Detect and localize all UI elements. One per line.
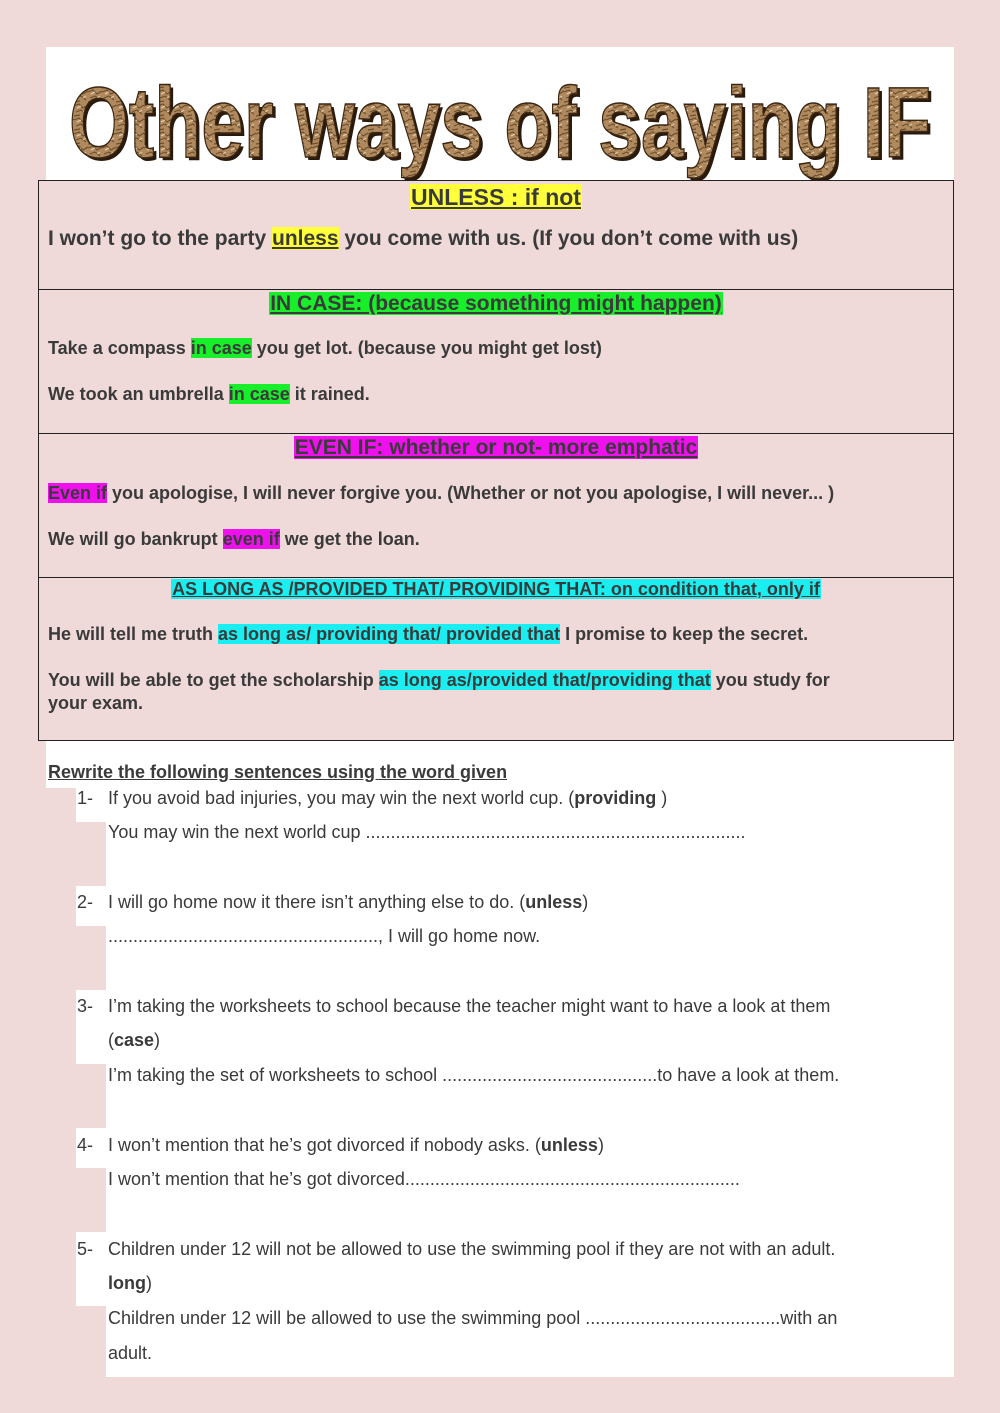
title-banner bbox=[46, 47, 954, 180]
section-even-if bbox=[39, 434, 953, 578]
title-text-shadow: Other ways of saying IF bbox=[72, 70, 934, 180]
section-heading: UNLESS : if not bbox=[411, 184, 581, 210]
margin-strip bbox=[76, 1168, 106, 1232]
answer-line[interactable]: I won’t mention that he’s got divorced................................................................... bbox=[108, 1169, 740, 1189]
example-sentence: We took an umbrella in case it rained. bbox=[48, 384, 370, 404]
item-prompt: I will go home now it there isn’t anything else to do. (unless) bbox=[108, 892, 589, 912]
margin-strip bbox=[76, 926, 106, 990]
example-sentence: Even if you apologise, I will never forgive you. (Whether or not you apologise, I will never... ) bbox=[48, 483, 835, 503]
item-keyword-line: (case) bbox=[108, 1030, 161, 1050]
example-sentence: He will tell me truth as long as/ providing that/ provided that I promise to keep the secret. bbox=[48, 624, 809, 644]
keyword-highlight: even if bbox=[222, 529, 280, 549]
example-sentence: You will be able to get the scholarship as long as/provided that/providing that you study for your exam. bbox=[48, 670, 830, 713]
keyword-highlight: in case bbox=[190, 338, 252, 358]
item-number: 3- bbox=[77, 996, 94, 1016]
section-heading: IN CASE: (because something might happen) bbox=[270, 292, 722, 315]
exercise-section bbox=[48, 762, 948, 1363]
item-prompt: I’m taking the worksheets to school because the teacher might want to have a look at them bbox=[108, 996, 831, 1016]
answer-line[interactable]: I’m taking the set of worksheets to school ...........................................to have a look at them. bbox=[108, 1065, 840, 1085]
item-prompt: I won’t mention that he’s got divorced if nobody asks. (unless) bbox=[108, 1135, 604, 1155]
example-sentence: We will go bankrupt even if we get the loan. bbox=[48, 529, 420, 549]
margin-strip bbox=[76, 1306, 106, 1378]
example-sentence: Take a compass in case you get lot. (because you might get lost) bbox=[48, 338, 602, 358]
answer-line[interactable]: You may win the next world cup ............................................................................ bbox=[108, 822, 746, 842]
item-number: 4- bbox=[77, 1135, 94, 1155]
item-prompt: Children under 12 will not be allowed to use the swimming pool if they are not with an adult. bbox=[108, 1239, 836, 1259]
key-word: providing bbox=[574, 788, 657, 808]
answer-line-continued[interactable]: adult. bbox=[108, 1343, 153, 1363]
grammar-rules-box bbox=[38, 180, 954, 741]
keyword-highlight: unless bbox=[272, 227, 339, 250]
answer-line[interactable]: ......................................................, I will go home now. bbox=[108, 926, 541, 946]
keyword-highlight: as long as/provided that/providing that bbox=[378, 670, 711, 690]
item-prompt: If you avoid bad injuries, you may win the next world cup. (providing ) bbox=[108, 788, 668, 808]
section-as-long-as bbox=[39, 578, 953, 740]
keyword-highlight: in case bbox=[228, 384, 290, 404]
key-word: unless bbox=[525, 892, 583, 912]
item-number: 5- bbox=[77, 1239, 94, 1259]
item-number: 1- bbox=[77, 788, 94, 808]
key-word: case bbox=[114, 1030, 155, 1050]
title-wordart bbox=[46, 47, 954, 180]
title-text: Other ways of saying IF bbox=[69, 67, 931, 179]
item-number: 2- bbox=[77, 892, 94, 912]
margin-strip bbox=[46, 788, 76, 1378]
section-in-case bbox=[39, 290, 953, 434]
key-word: unless bbox=[540, 1135, 598, 1155]
keyword-highlight: Even if bbox=[48, 483, 108, 503]
answer-line[interactable]: Children under 12 will be allowed to use the swimming pool .......................................with an bbox=[108, 1308, 838, 1328]
exercise-title: Rewrite the following sentences using the word given bbox=[48, 762, 508, 782]
section-unless bbox=[39, 181, 953, 290]
section-heading: EVEN IF: whether or not- more emphatic bbox=[294, 436, 698, 459]
key-word: long bbox=[108, 1273, 146, 1293]
example-sentence: I won’t go to the party unless you come with us. (If you don’t come with us) bbox=[48, 227, 799, 250]
margin-strip bbox=[76, 1064, 106, 1128]
margin-strip bbox=[76, 822, 106, 886]
section-heading: AS LONG AS /PROVIDED THAT/ PROVIDING THAT: on condition that, only if bbox=[172, 579, 820, 599]
keyword-highlight: as long as/ providing that/ provided that bbox=[218, 624, 561, 644]
item-keyword-line: long) bbox=[108, 1273, 152, 1293]
